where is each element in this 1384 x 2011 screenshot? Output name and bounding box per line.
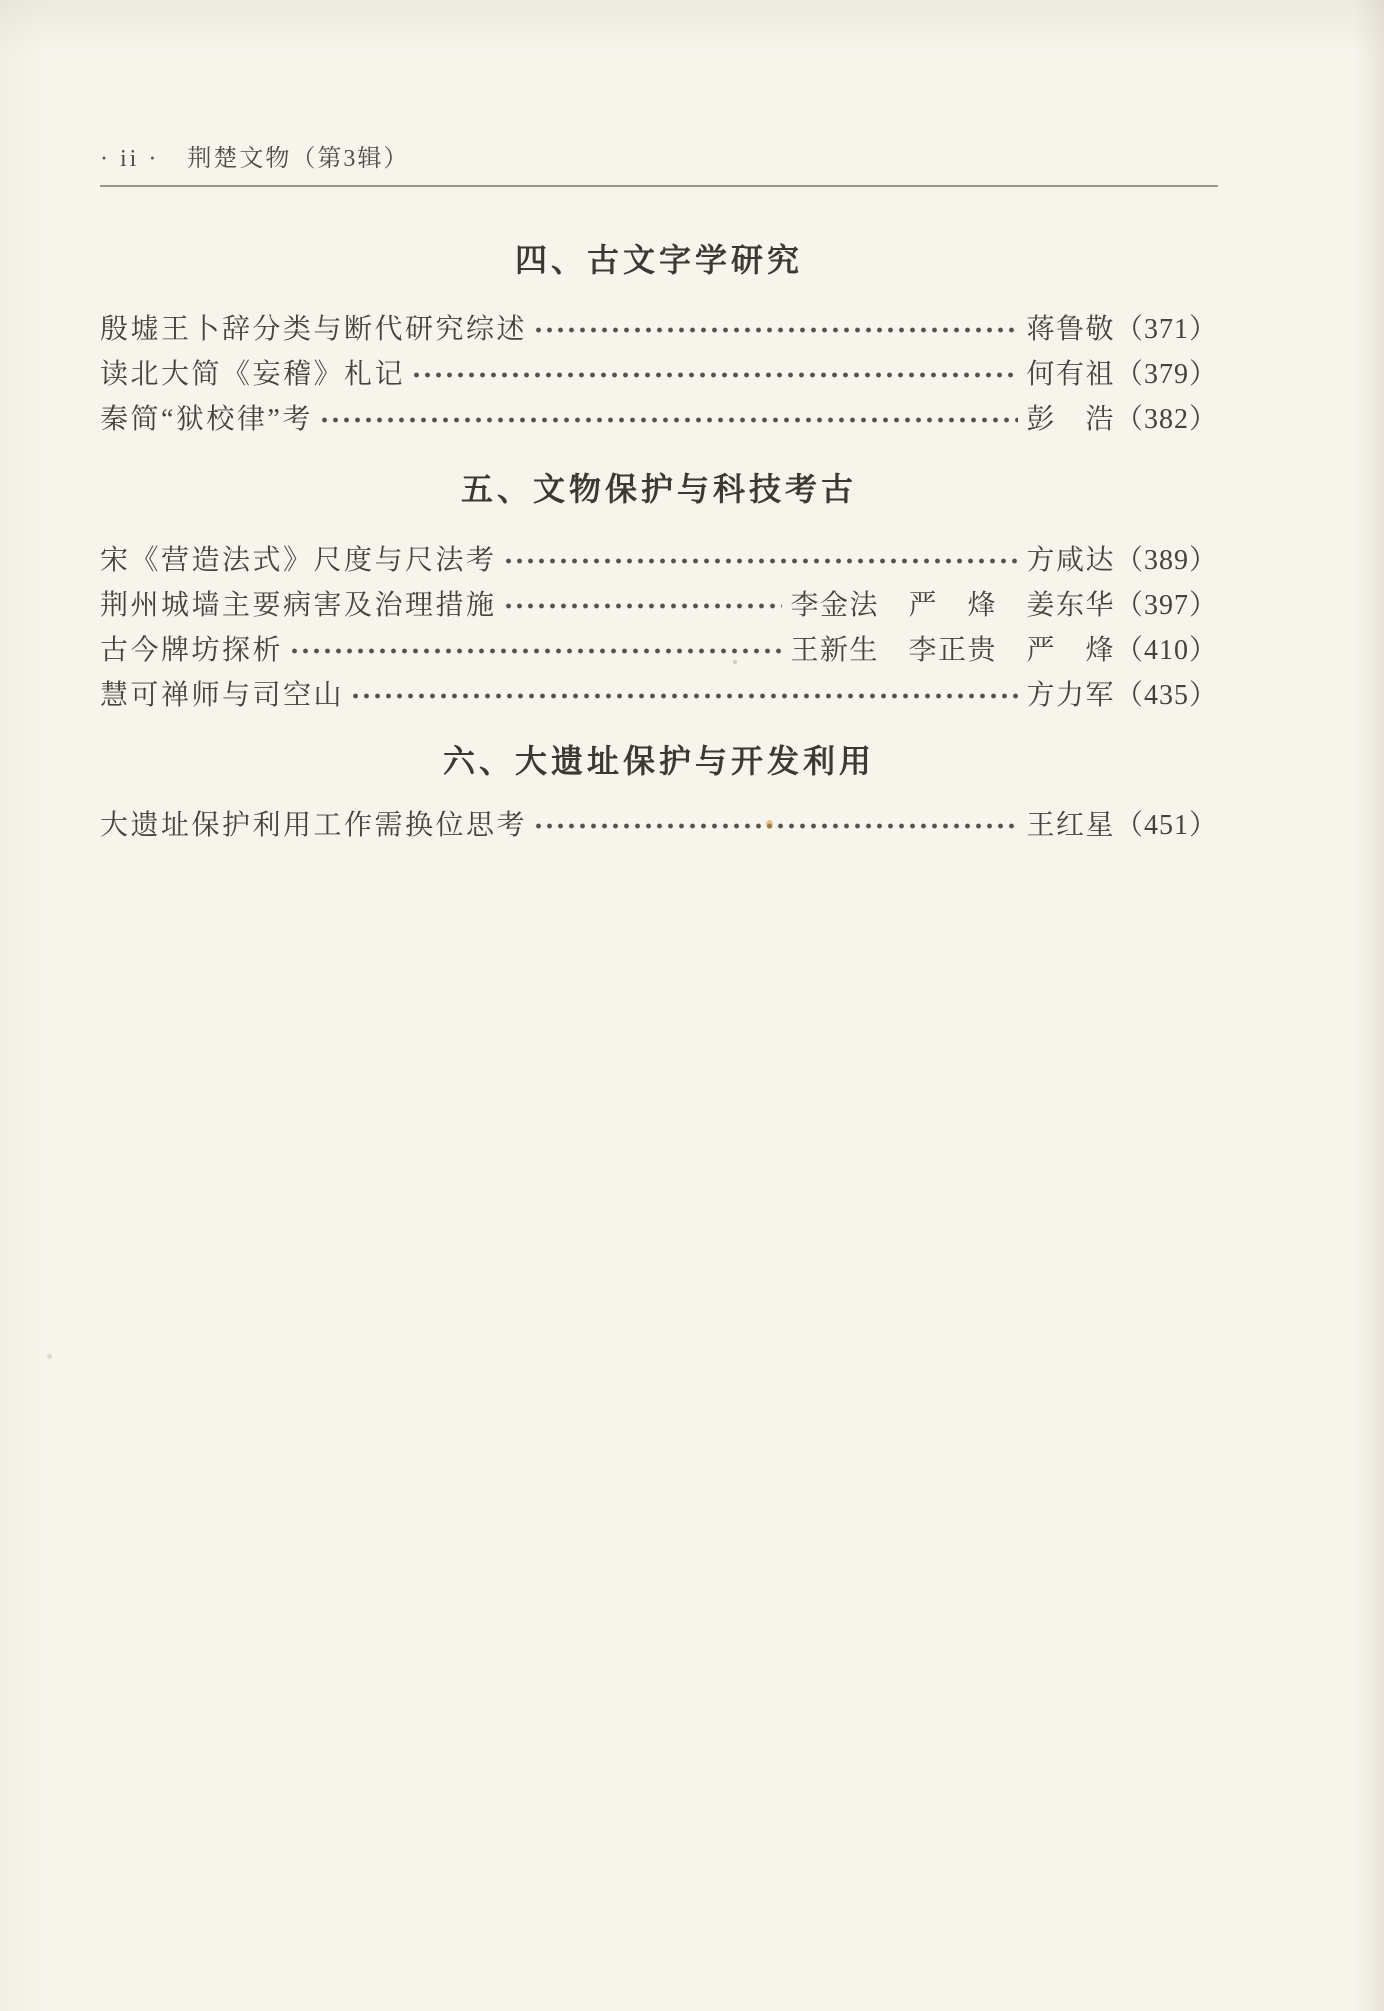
scan-speck [766,820,773,829]
entry-page-number: （389） [1114,545,1218,576]
page-number-marker: · ii · [100,146,160,172]
dot-leader [533,821,1018,831]
page-header [100,144,1218,174]
dot-leader [411,370,1018,380]
dot-leader [350,691,1018,701]
toc-entry [100,803,1218,848]
dot-leader [533,325,1018,335]
section-entries [100,307,1218,442]
header-rule [100,185,1218,187]
entry-authors: 蒋鲁敬 [1026,314,1115,345]
entry-authors: 李金法 严 烽 姜东华 [790,590,1115,621]
toc-entry [100,673,1218,718]
section-heading: 六、大遗址保护与开发利用 [442,743,875,779]
entry-page-number: （397） [1114,590,1218,621]
scan-speck [47,1354,52,1359]
entry-title: 殷墟王卜辞分类与断代研究综述 [100,314,528,345]
entry-page-number: （379） [1114,359,1218,390]
dot-leader [503,556,1019,566]
entry-title: 荆州城墙主要病害及治理措施 [100,590,497,621]
scan-speck [733,660,737,664]
book-title: 荆楚文物（第3辑） [187,146,410,172]
entry-authors: 方咸达 [1026,545,1115,576]
entry-authors: 方力军 [1026,680,1115,711]
entry-title: 秦简“狱校律”考 [100,404,313,435]
toc-entry [100,307,1218,352]
entry-page-number: （371） [1114,314,1218,345]
toc-entry [100,352,1218,397]
entry-page-number: （410） [1114,635,1218,666]
entry-page-number: （435） [1114,680,1218,711]
entry-page-number: （382） [1114,404,1218,435]
section-heading: 五、文物保护与科技考古 [460,471,857,507]
entry-authors: 彭 浩 [1026,404,1115,435]
entry-title: 读北大简《妄稽》札记 [100,359,406,390]
entry-authors: 何有祖 [1026,359,1115,390]
entry-title: 宋《营造法式》尺度与尺法考 [100,545,497,576]
toc-entry [100,583,1218,628]
section-entries [100,803,1218,848]
toc-entry [100,397,1218,442]
toc-entry [100,628,1218,673]
entry-title: 古今牌坊探析 [100,635,284,666]
section-heading: 四、古文字学研究 [514,242,803,278]
entry-authors: 王红星 [1026,810,1115,841]
dot-leader [503,601,783,611]
section-entries [100,538,1218,718]
entry-title: 大遗址保护利用工作需换位思考 [100,810,528,841]
entry-authors: 王新生 李正贵 严 烽 [790,635,1115,666]
dot-leader [289,646,782,656]
toc-entry [100,538,1218,583]
entry-title: 慧可禅师与司空山 [100,680,345,711]
dot-leader [319,415,1019,425]
entry-page-number: （451） [1114,810,1218,841]
